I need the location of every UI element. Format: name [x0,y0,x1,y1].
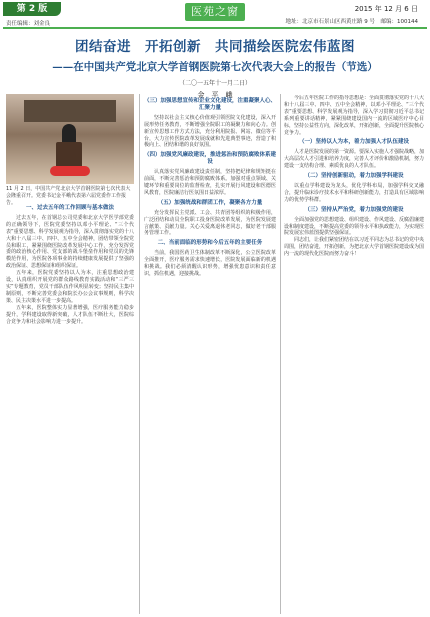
paragraph: 以重点学科建设为龙头，优化学科布局，加强学科交叉融合，提升临床诊疗技术水平和科研创新能力，打造具有区域影响力的优势学科群。 [284,182,424,203]
editor-credit: 责任编辑：刘金良 [6,21,51,27]
paragraph: 充分发挥民主党派、工会、共青团等组织的积极作用，广泛团结和动员全院职工投身医院改革发展，为医院发展建言献策、贡献力量。关心关爱离退休老同志，做好老干部服务管理工作。 [144,209,276,237]
photo-caption: 11 月 2 日，中国共产党北京大学首钢医院第七次代表大会隆重召开。党委书记金平峨代表第六届党委作工作报告。 [6,186,131,206]
section-masthead: 医苑之窗 [185,3,245,21]
article-column-3 [284,95,424,612]
section-heading: （二）坚持创新驱动，着力加强学科建设 [304,173,404,180]
section-heading: （五）加强统战和群团工作，凝聚各方力量 [157,199,263,206]
section-heading: （三）坚持从严治党，着力加强党的建设 [304,206,404,213]
paragraph: 五年来，医院整体实力显著增强，医疗服务能力稳步提升，学科建设取得新突破，人才队伍不断壮大，医院综合竞争力和社会影响力进一步提升。 [6,304,134,325]
paragraph: 人才是医院发展的第一资源。要深入实施人才强院战略，加大高层次人才引进和培养力度，完善人才评价和激励机制，努力建设一支结构合理、素质优良的人才队伍。 [284,149,424,170]
photo-backdrop [24,100,116,122]
column-divider [280,94,281,614]
headline-sub: ——在中国共产党北京大学首钢医院第七次代表大会上的报告（节选） [52,61,378,73]
section-heading: （三）加强思想宣传和企业文化建设，注重凝聚人心、汇聚力量 [144,98,276,111]
column-divider [139,94,140,614]
photo-flowers [50,166,90,176]
paragraph: 全面加强党的思想建设、组织建设、作风建设、反腐倡廉建设和制度建设，不断提高党委的领导水平和执政能力，为实现医院发展宏伟蓝图提供坚强保证。 [284,216,424,237]
section-heading: 二、当前面临的形势和今后五年的主要任务 [157,240,263,247]
paragraph: 五年来，医院党委坚持以人为本，注重思想政治建设，认真组织开展党的群众路线教育实践活动和“三严三实”专题教育，党员干部队伍作风明显转变；坚持民主集中制原则，不断完善党委会和院长办公会议事规则，科学决策、民主决策水平进一步提高。 [6,270,134,304]
address-line: 地址：北京市石景山区西黄庄路 9 号 邮编：100144 [285,19,418,25]
article-column-1 [6,202,134,612]
paragraph: 当前，我国医药卫生体制改革不断深化，公立医院改革全面推开，医疗服务需求快速增长，医院发展面临新的机遇和挑战。我们必须清醒认识形势，增强忧患意识和责任意识，抓住机遇，迎接挑战。 [144,250,276,277]
article-column-2 [144,95,276,612]
section-heading: （一）坚持以人为本，着力加强人才队伍建设 [298,139,409,146]
page-header [0,0,430,27]
edition-tab: 第 2 版 [3,2,61,16]
paragraph: 同志们，让我们紧密团结在以习近平同志为总书记的党中央周围，团结奋进，开拓创新，为把北京大学首钢医院建设成为国内一流的现代化医院而努力奋斗！ [284,237,424,258]
paragraph: 坚持以社会主义核心价值观引领医院文化建设，深入开展形势任务教育，不断增强全院职工的凝聚力和向心力。创新宣传思想工作方式方法，充分利用院报、网站、微信等平台，大力宣传医院改革发展成就和先进典型事迹，营造了积极向上、团结和谐的良好氛围。 [144,114,276,149]
section-heading: 一、过去五年的工作回顾与基本做法 [25,205,114,211]
congress-photo [6,94,134,184]
headline-author: 金 平 峨 [197,91,233,99]
header-rule [3,27,427,29]
headline-date: （二〇一五年十一月二日） [178,80,251,87]
photo-speaker [62,124,76,144]
headline-block [0,33,430,100]
headline-main: 团结奋进 开拓创新 共同描绘医院宏伟蓝图 [75,39,355,55]
issue-date: 2015 年 12 月 6 日 [354,5,418,13]
paragraph: 认真落实党风廉政建设责任制，坚持把纪律和规矩挺在前面，不断完善惩治和预防腐败体系。加强对重点领域、关键环节和重要岗位的监督检查，扎实开展行风建设和医德医风教育，医院廉洁行医氛围日益浓厚。 [144,169,276,196]
paragraph: 今后五年医院工作的指导思想是：全面贯彻落实党的十八大和十八届三中、四中、五中全会精神，以邓小平理论、“三个代表”重要思想、科学发展观为指导，深入学习贯彻习近平总书记系列重要讲话精神，紧紧围绕建设国内一流的区域医疗中心目标，坚持公益性方向，深化改革，开拓创新，全面提升医院核心竞争力。 [284,95,424,136]
paragraph: 过去五年，在首钢总公司党委和北京大学医学部党委的正确领导下，医院党委坚持以邓小平理论、“三个代表”重要思想、科学发展观为指导，深入贯彻落实党的十八大和十八届三中、四中、五中全会精神，团结带领全院党员和职工，紧紧围绕医院改革发展中心工作，充分发挥党委的政治核心作用、党支部的战斗堡垒作用和党员的先锋模范作用，为医院各项事业的持续健康发展提供了坚强的政治保证、思想保证和组织保证。 [6,214,134,270]
section-heading: （四）加强党风廉政建设，推进惩治和预防腐败体系建设 [144,152,276,166]
